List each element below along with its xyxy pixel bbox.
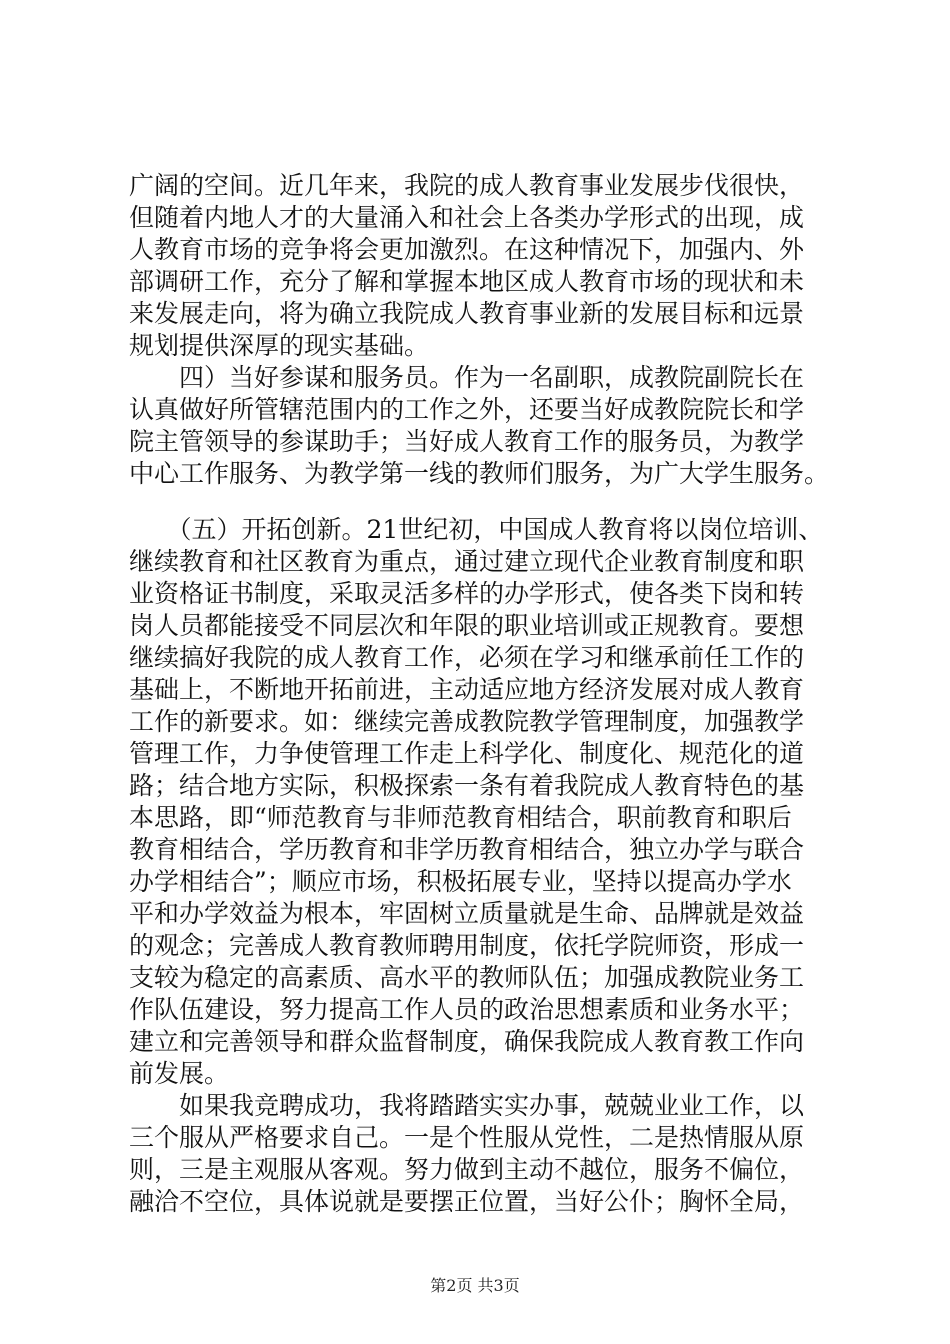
text-line: 岗人员都能接受不同层次和年限的职业培训或正规教育。要想 (129, 611, 805, 640)
text-line: 三个服从严格要求自己。一是个性服从党性，二是热情服从原 (129, 1123, 805, 1152)
text-line: 院主管领导的参谋助手；当好成人教育工作的服务员，为教学 (129, 427, 805, 456)
text-line: 作队伍建设，努力提高工作人员的政治思想素质和业务水平； (129, 995, 805, 1024)
document-body (129, 170, 849, 1218)
text-line: 的观念；完善成人教育教师聘用制度，依托学院师资，形成一 (129, 931, 805, 960)
text-line: （五）开拓创新。21世纪初，中国成人教育将以岗位培训、 (129, 515, 824, 544)
text-line: 路；结合地方实际，积极探索一条有着我院成人教育特色的基 (129, 771, 805, 800)
page-number-footer: 第2页 共3页 (430, 1276, 520, 1295)
text-line: 建立和完善领导和群众监督制度，确保我院成人教育教工作向 (129, 1027, 805, 1056)
text-line: 则，三是主观服从客观。努力做到主动不越位，服务不偏位， (129, 1155, 805, 1184)
text-line: 来发展走向，将为确立我院成人教育事业新的发展目标和远景 (129, 299, 805, 328)
text-line: 如果我竞聘成功，我将踏踏实实办事，兢兢业业工作，以 (129, 1091, 805, 1120)
text-line: 基础上，不断地开拓前进，主动适应地方经济发展对成人教育 (129, 675, 805, 704)
text-line: 融洽不空位，具体说就是要摆正位置，当好公仆；胸怀全局， (129, 1187, 805, 1216)
text-line: 广阔的空间。近几年来，我院的成人教育事业发展步伐很快， (129, 171, 805, 200)
text-line: 工作的新要求。如：继续完善成教院教学管理制度，加强教学 (129, 707, 805, 736)
text-line: 人教育市场的竞争将会更加激烈。在这种情况下，加强内、外 (129, 235, 805, 264)
text-line: 本思路，即“师范教育与非师范教育相结合，职前教育和职后 (129, 803, 792, 832)
paragraph-gap (129, 490, 849, 514)
text-line: 继续搞好我院的成人教育工作，必须在学习和继承前任工作的 (129, 643, 805, 672)
text-line: 部调研工作，充分了解和掌握本地区成人教育市场的现状和未 (129, 267, 805, 296)
text-line: 支较为稳定的高素质、高水平的教师队伍；加强成教院业务工 (129, 963, 805, 992)
text-line: 平和办学效益为根本，牢固树立质量就是生命、品牌就是效益 (129, 899, 805, 928)
text-line: 认真做好所管辖范围内的工作之外，还要当好成教院院长和学 (129, 395, 805, 424)
text-line: 中心工作服务、为教学第一线的教师们服务，为广大学生服务。 (129, 459, 830, 488)
text-line: 业资格证书制度，采取灵活多样的办学形式，使各类下岗和转 (129, 579, 805, 608)
text-line: 管理工作，力争使管理工作走上科学化、制度化、规范化的道 (129, 739, 805, 768)
text-line: 规划提供深厚的现实基础。 (129, 331, 430, 360)
text-line: 前发展。 (129, 1059, 230, 1088)
text-line: 办学相结合”；顺应市场，积极拓展专业，坚持以提高办学水 (129, 867, 792, 896)
text-line: 教育相结合，学历教育和非学历教育相结合，独立办学与联合 (129, 835, 805, 864)
text-line: 四）当好参谋和服务员。作为一名副职，成教院副院长在 (129, 363, 805, 392)
text-line: 继续教育和社区教育为重点，通过建立现代企业教育制度和职 (129, 547, 805, 576)
text-line: 但随着内地人才的大量涌入和社会上各类办学形式的出现，成 (129, 203, 805, 232)
